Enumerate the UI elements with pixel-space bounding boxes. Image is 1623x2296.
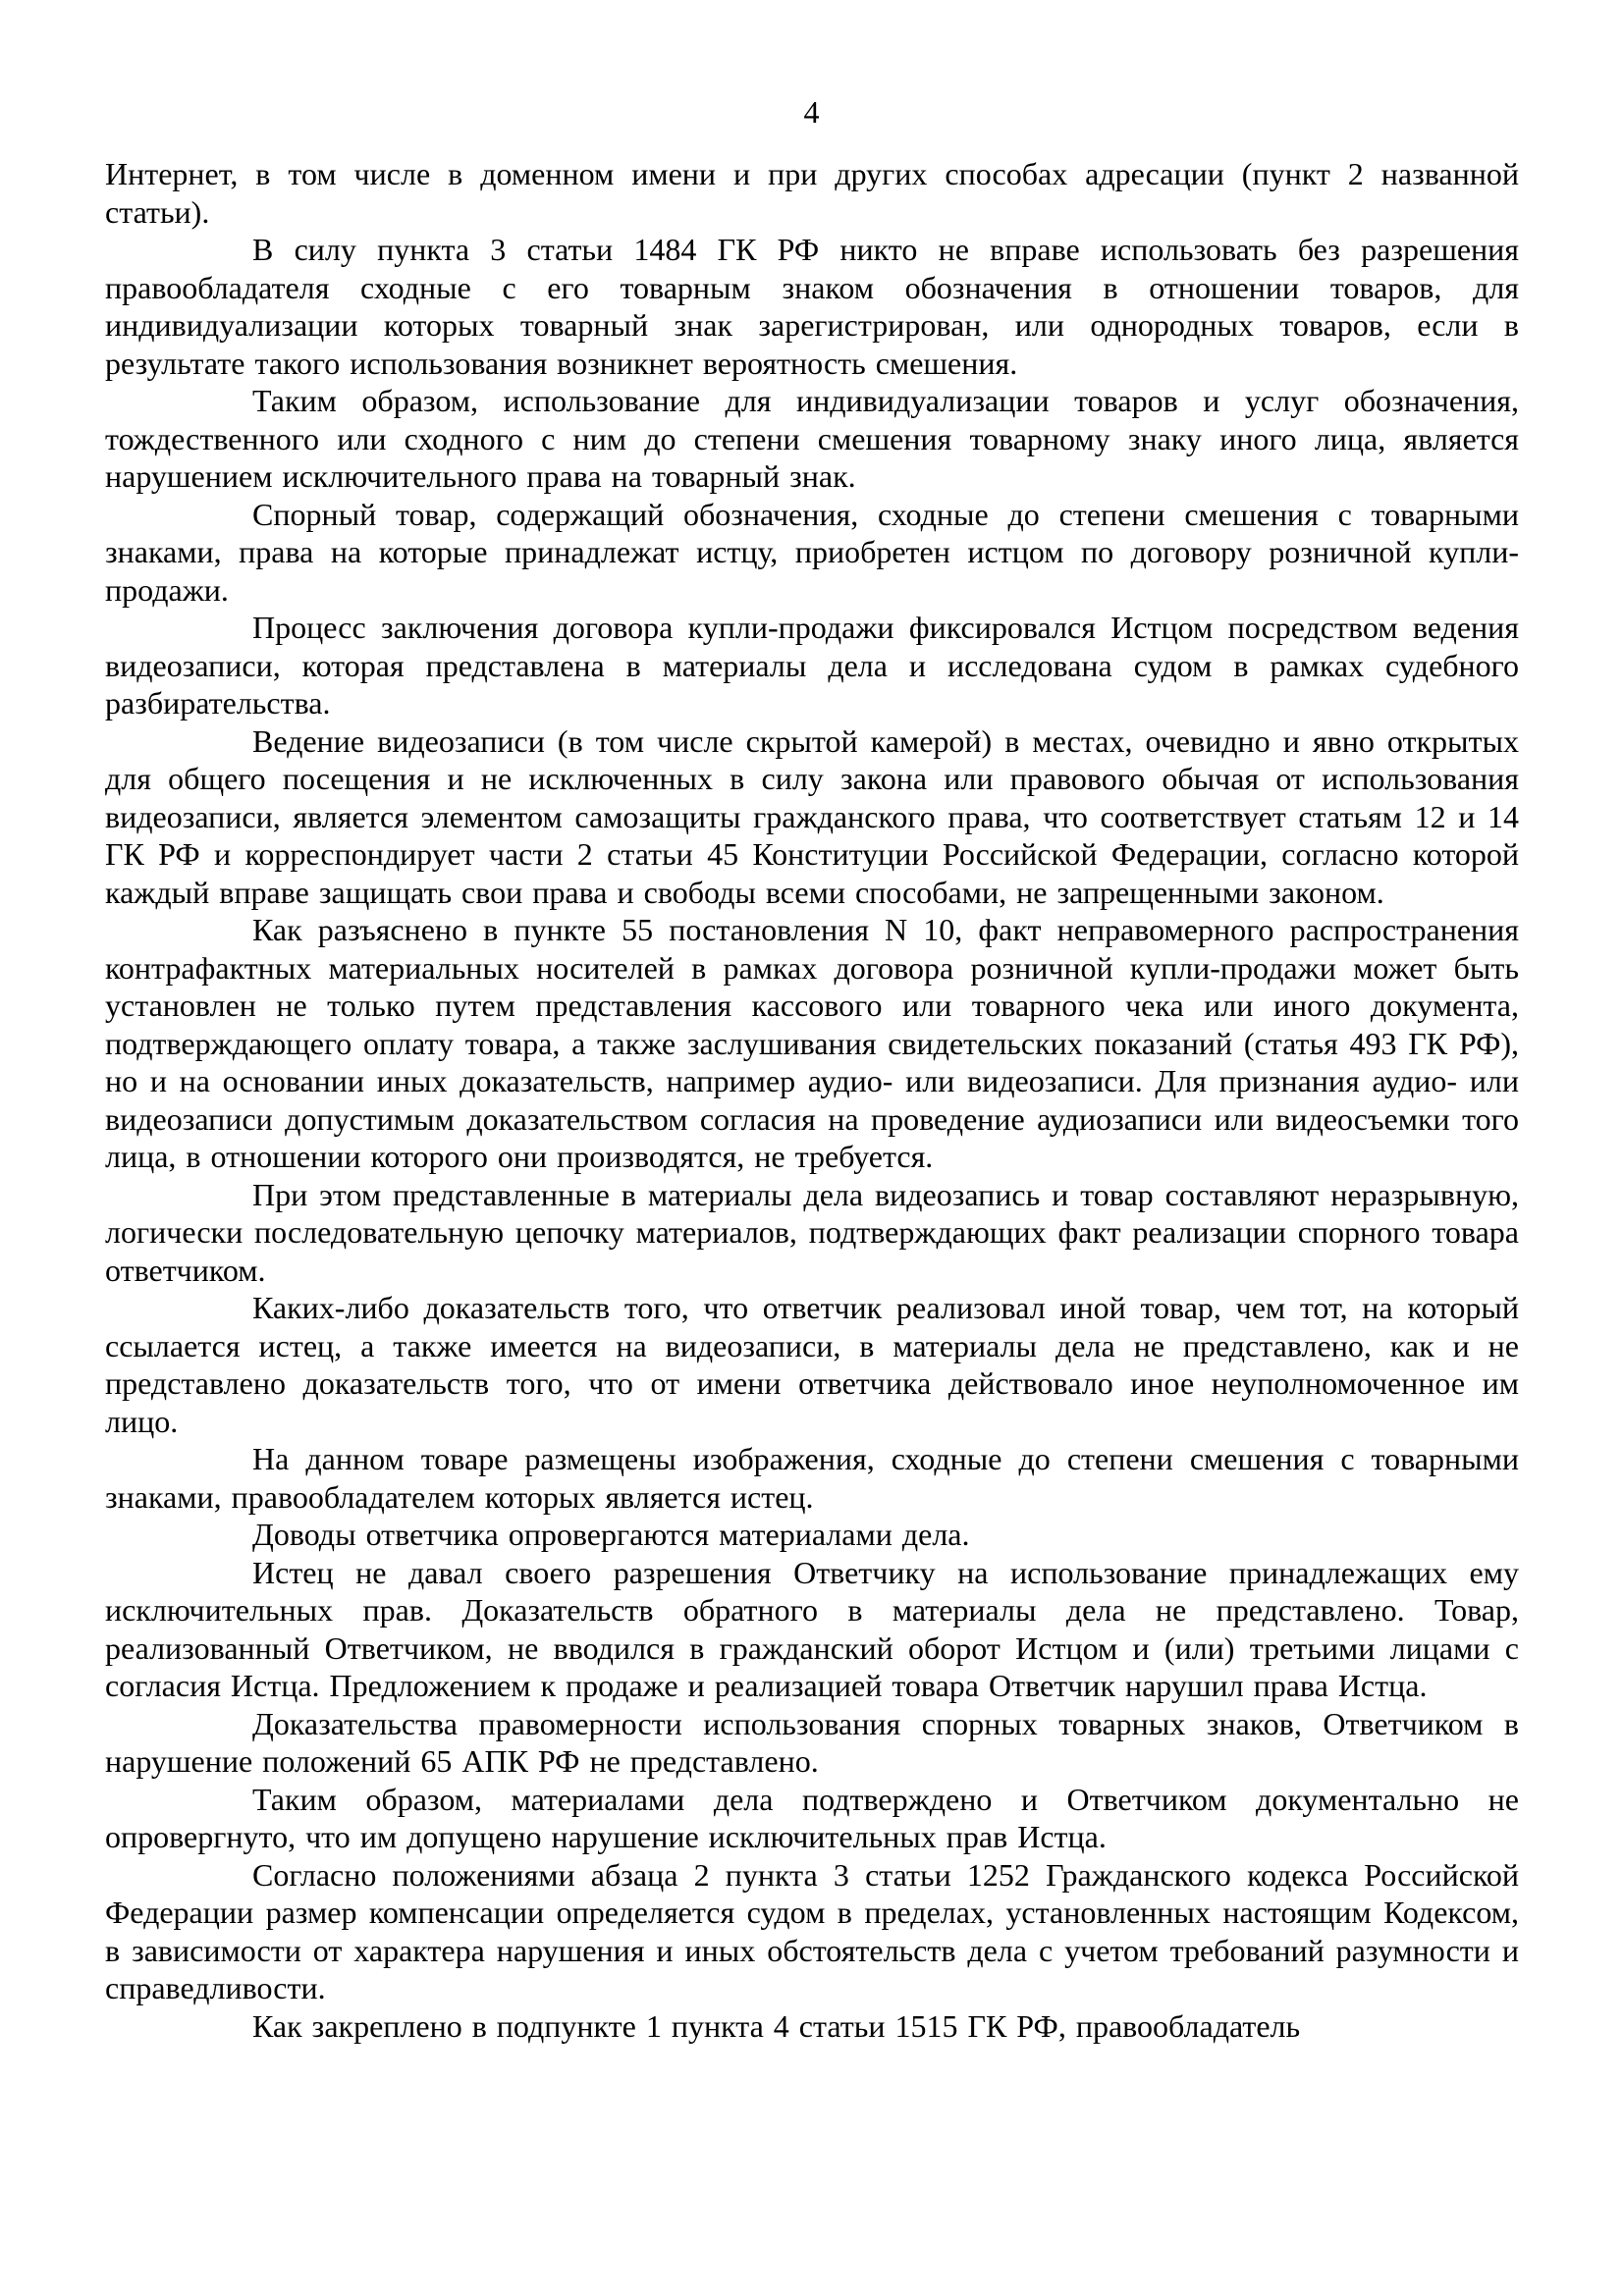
paragraph: Доказательства правомерности использования спорных товарных знаков, Ответчиком в нарушение положений 65 АПК РФ не представлено. (105, 1705, 1519, 1779)
paragraph: Каких-либо доказательств того, что ответчик реализовал иной товар, чем тот, на который ссылается истец, а также имеется на видеозаписи, в материалы дела не представлено, как и не представлено доказательств того, что от имени ответчика действовало иное неуполномоченное им лицо. (105, 1290, 1519, 1439)
paragraph: Доводы ответчика опровергаются материалами дела. (252, 1517, 970, 1552)
paragraph: Согласно положениями абзаца 2 пункта 3 статьи 1252 Гражданского кодекса Российской Федерации размер компенсации определяется судом в пределах, установленных настоящим Кодексом, в зависимости от характера нарушения и иных обстоятельств дела с учетом требований разумности и справедливости. (105, 1856, 1519, 2005)
paragraph: Спорный товар, содержащий обозначения, сходные до степени смешения с товарными знаками, права на которые принадлежат истцу, приобретен истцом по договору розничной купли-продажи. (105, 496, 1519, 608)
paragraph: Процесс заключения договора купли-продажи фиксировался Истцом посредством ведения видеозаписи, которая представлена в материалы дела и исследована судом в рамках судебного разбирательства. (105, 610, 1519, 721)
paragraph: Таким образом, использование для индивидуализации товаров и услуг обозначения, тождественного или сходного с ним до степени смешения товарному знаку иного лица, является нарушением исключительного права на товарный знак. (105, 383, 1519, 494)
paragraph: Таким образом, материалами дела подтверждено и Ответчиком документально не опровергнуто, что им допущено нарушение исключительных прав Истца. (105, 1781, 1519, 1854)
paragraph: В силу пункта 3 статьи 1484 ГК РФ никто не вправе использовать без разрешения правообладателя сходные с его товарным знаком обозначения в отношении товаров, для индивидуализации которых товарный знак зарегистрирован, или однородных товаров, если в результате такого использования возникнет вероятность смешения. (105, 232, 1519, 381)
paragraph: Ведение видеозаписи (в том числе скрытой камерой) в местах, очевидно и явно открытых для общего посещения и не исключенных в силу закона или правового обычая от использования видеозаписи, является элементом самозащиты гражданского права, что соответствует статьям 12 и 14 ГК РФ и корреспондирует части 2 статьи 45 Конституции Российской Федерации, согласно которой каждый вправе защищать свои права и свободы всеми способами, не запрещенными законом. (105, 722, 1519, 910)
paragraph: На данном товаре размещены изображения, сходные до степени смешения с товарными знаками, правообладателем которых является истец. (105, 1441, 1519, 1515)
page-number: 4 (803, 94, 820, 130)
paragraph: При этом представленные в материалы дела видеозапись и товар составляют неразрывную, логически последовательную цепочку материалов, подтверждающих факт реализации спорного товара ответчиком. (105, 1176, 1519, 1288)
document-body (105, 155, 1519, 2045)
paragraph: Истец не давал своего разрешения Ответчику на использование принадлежащих ему исключительных прав. Доказательств обратного в материалы дела не представлено. Товар, реализованный Ответчиком, не вводился в гражданский оборот Истцом и (или) третьими лицами с согласия Истца. Предложением к продаже и реализацией товара Ответчик нарушил права Истца. (105, 1554, 1519, 1703)
paragraph: Как разъяснено в пункте 55 постановления N 10, факт неправомерного распространения контрафактных материальных носителей в рамках договора розничной купли-продажи может быть установлен не только путем представления кассового или товарного чека или иного документа, подтверждающего оплату товара, а также заслушивания свидетельских показаний (статья 493 ГК РФ), но и на основании иных доказательств, например аудио- или видеозаписи. Для признания аудио- или видеозаписи допустимым доказательством согласия на проведение аудиозаписи или видеосъемки того лица, в отношении которого они производятся, не требуется. (105, 912, 1519, 1174)
paragraph: Как закреплено в подпункте 1 пункта 4 статьи 1515 ГК РФ, правообладатель (252, 2007, 1301, 2044)
paragraph: Интернет, в том числе в доменном имени и при других способах адресации (пункт 2 названной статьи). (105, 156, 1519, 230)
